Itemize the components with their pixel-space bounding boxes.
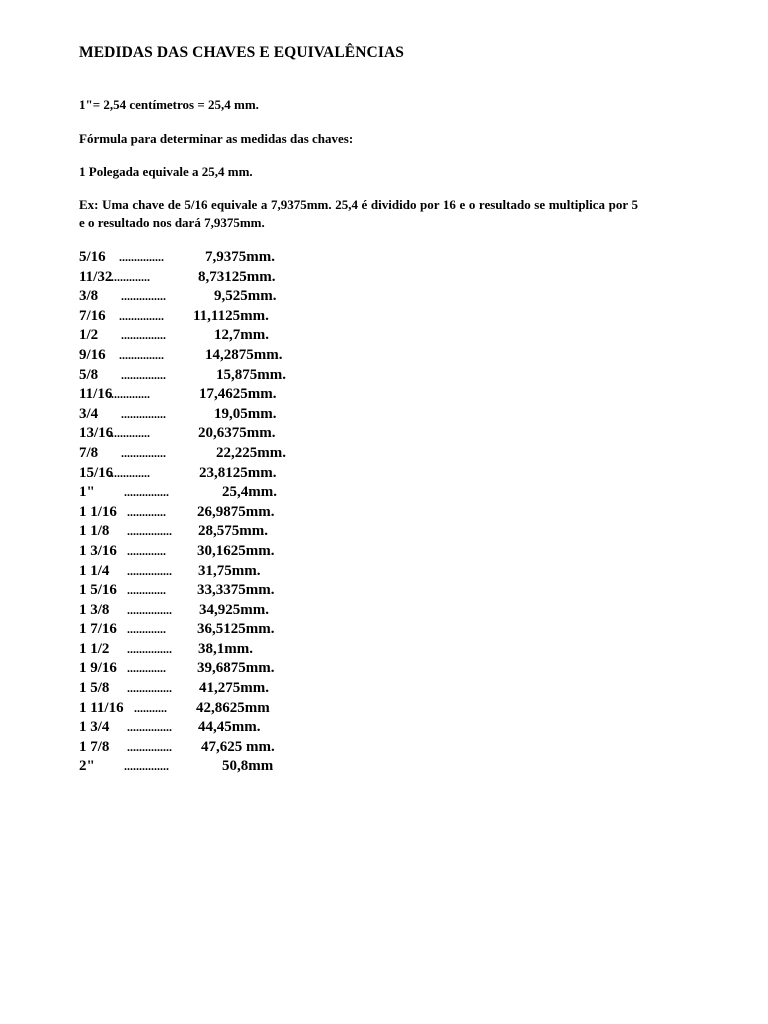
mm-value: 15,875mm. (216, 366, 286, 383)
inch-size: 3/8 (79, 288, 99, 305)
inch-size: 11/32 (79, 268, 113, 285)
dot-leader: ............... (127, 641, 172, 656)
dot-leader: ............. (127, 661, 166, 676)
inch-size: 1 1/16 (79, 503, 117, 520)
mm-value: 31,75mm. (198, 562, 261, 579)
dot-leader: ............... (119, 308, 164, 323)
example-paragraph: Ex: Uma chave de 5/16 equivale a 7,9375mm. 25,4 é dividido por 16 e o resultado se multiplica por 5 e o resultado nos dará 7,9375mm. (79, 197, 638, 230)
inch-size: 11/16 (79, 386, 113, 403)
mm-value: 39,6875mm. (197, 660, 275, 677)
mm-value: 23,8125mm. (199, 464, 277, 481)
dot-leader: ............... (127, 524, 172, 539)
dot-leader: ............... (127, 563, 172, 578)
inch-size: 1 5/16 (79, 582, 117, 599)
dot-leader: ............. (127, 543, 166, 558)
mm-value: 36,5125mm. (197, 621, 275, 638)
inch-size: 3/4 (79, 405, 99, 422)
page-title: MEDIDAS DAS CHAVES E EQUIVALÊNCIAS (79, 44, 404, 61)
inch-size: 1 5/8 (79, 680, 110, 697)
dot-leader: ............... (127, 602, 172, 617)
inch-mm-conversion: 1 Polegada equivale a 25,4 mm. (79, 164, 253, 179)
dot-leader: .............. (108, 465, 150, 480)
mm-value: 28,575mm. (198, 523, 268, 540)
inch-size: 1/2 (79, 327, 99, 344)
mm-value: 30,1625mm. (197, 542, 275, 559)
inch-size: 5/16 (79, 249, 106, 265)
dot-leader: ............... (121, 406, 166, 421)
mm-value: 47,625 mm. (201, 738, 275, 755)
mm-value: 14,2875mm. (205, 346, 283, 363)
dot-leader: .............. (108, 387, 150, 402)
dot-leader: ............. (127, 622, 166, 637)
formula-heading: Fórmula para determinar as medidas das chaves: (79, 131, 354, 146)
dot-leader: ............. (127, 504, 166, 519)
dot-leader: ............... (119, 347, 164, 362)
mm-value: 20,6375mm. (198, 425, 276, 442)
mm-value: 22,225mm. (216, 444, 286, 461)
inch-size: 13/16 (79, 425, 114, 442)
inch-size: 9/16 (79, 346, 106, 363)
inch-size: 1 1/2 (79, 640, 110, 657)
inch-size: 15/16 (79, 464, 114, 481)
inch-size: 5/8 (79, 366, 99, 383)
dot-leader: ............... (127, 720, 172, 735)
dot-leader: ............... (121, 328, 166, 343)
dot-leader: .............. (108, 269, 150, 284)
inch-size: 1 1/4 (79, 562, 110, 579)
dot-leader: ............... (127, 739, 172, 754)
dot-leader: ............... (127, 681, 172, 696)
mm-value: 50,8mm (222, 758, 274, 775)
dot-leader: ............. (127, 583, 166, 598)
mm-value: 8,73125mm. (198, 268, 276, 285)
mm-value: 34,925mm. (199, 601, 269, 618)
dot-leader: .............. (108, 426, 150, 441)
inch-size: 2" (79, 758, 95, 775)
inch-size: 1 1/8 (79, 523, 110, 540)
mm-value: 19,05mm. (214, 405, 277, 422)
inch-size: 1 3/8 (79, 601, 110, 618)
mm-value: 25,4mm. (222, 484, 277, 501)
inch-size: 1" (79, 484, 95, 501)
inch-size: 7/8 (79, 444, 99, 461)
inch-size: 7/16 (79, 307, 106, 324)
dot-leader: ............... (121, 289, 166, 304)
mm-value: 11,1125mm. (193, 307, 269, 324)
mm-value: 9,525mm. (214, 288, 277, 305)
mm-value: 7,9375mm. (205, 249, 275, 265)
inch-cm-conversion: 1"= 2,54 centímetros = 25,4 mm. (79, 97, 259, 112)
dot-leader: ............... (121, 445, 166, 460)
mm-value: 17,4625mm. (199, 386, 277, 403)
dot-leader: ............... (124, 485, 169, 500)
mm-value: 44,45mm. (198, 719, 261, 736)
inch-size: 1 9/16 (79, 660, 117, 677)
mm-value: 33,3375mm. (197, 582, 275, 599)
inch-size: 1 11/16 (79, 699, 124, 716)
inch-size: 1 7/16 (79, 621, 117, 638)
dot-leader: ........... (134, 700, 167, 715)
mm-value: 41,275mm. (199, 680, 269, 697)
dot-leader: ............... (119, 250, 164, 264)
mm-value: 12,7mm. (214, 327, 269, 344)
inch-size: 1 7/8 (79, 738, 110, 755)
mm-value: 38,1mm. (198, 640, 253, 657)
inch-size: 1 3/16 (79, 542, 117, 559)
mm-value: 26,9875mm. (197, 503, 275, 520)
dot-leader: ............... (121, 367, 166, 382)
dot-leader: ............... (124, 759, 169, 774)
mm-value: 42,8625mm (196, 699, 270, 716)
inch-size: 1 3/4 (79, 719, 110, 736)
